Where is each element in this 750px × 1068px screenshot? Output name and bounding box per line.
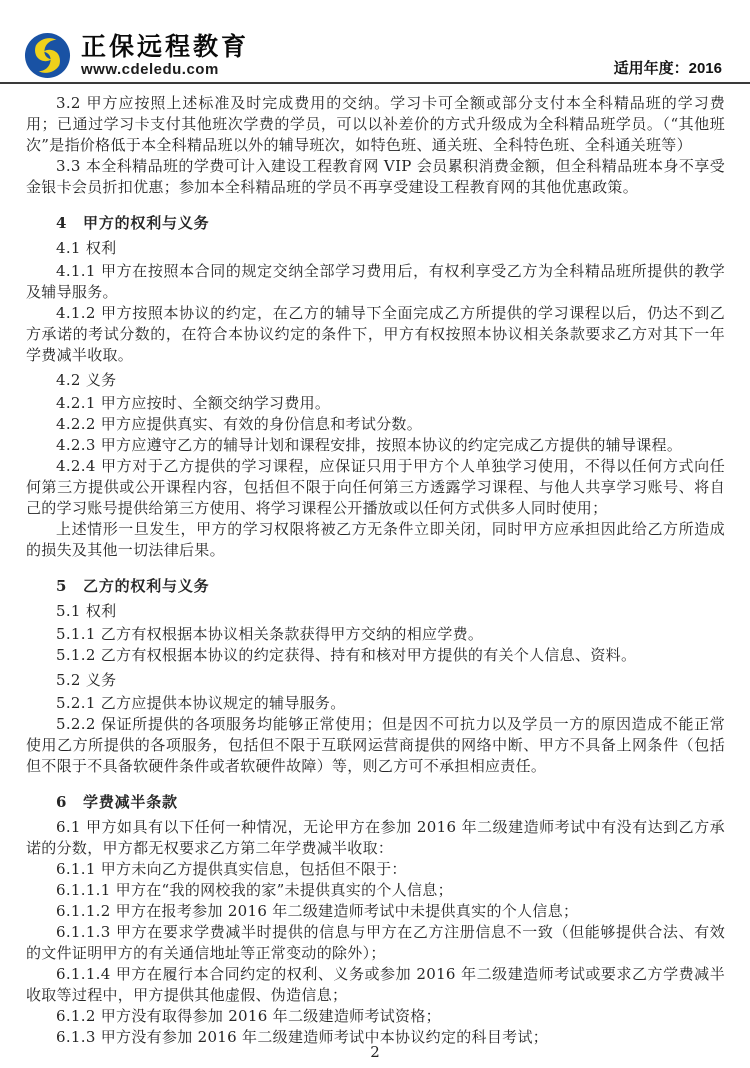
paragraph: 4.1.1 甲方在按照本合同的规定交纳全部学习费用后，有权利享受乙方为全科精品班所提供的教学及辅导服务。 — [26, 262, 725, 301]
brand-text — [81, 33, 249, 78]
paragraph: 4.2.4 甲方对于乙方提供的学习课程，应保证只用于甲方个人单独学习使用，不得以任何方式向任何第三方提供或公开课程内容，包括但不限于向任何第三方透露学习课程、与他人共享学习账号、将自己的学习账号提供给第三方使用、将学习课程公开播放或以任何方式供多人同时使用； — [26, 457, 725, 517]
paragraph: 6.1.1.3 甲方在要求学费减半时提供的信息与甲方在乙方注册信息不一致（但能够提供合法、有效的文件证明甲方的有关通信地址等正常变动的除外）； — [26, 923, 725, 962]
brand-swirl-logo-icon — [24, 32, 71, 79]
document-body — [0, 84, 750, 1048]
paragraph: 5.1.1 乙方有权根据本协议相关条款获得甲方交纳的相应学费。 — [56, 625, 484, 643]
paragraph: 5.1.2 乙方有权根据本协议的约定获得、持有和核对甲方提供的有关个人信息、资料。 — [56, 646, 637, 664]
section-heading: 4 甲方的权利与义务 — [56, 214, 210, 232]
brand-name: 正保远程教育 — [81, 33, 250, 61]
page-header — [0, 0, 750, 82]
page-footer — [0, 1042, 750, 1061]
section-heading: 5 乙方的权利与义务 — [56, 577, 210, 595]
section-heading: 6 学费减半条款 — [56, 793, 178, 811]
paragraph: 6.1 甲方如具有以下任何一种情况，无论甲方在参加 2016 年二级建造师考试中有没有达到乙方承诺的分数，甲方都无权要求乙方第二年学费减半收取： — [26, 818, 725, 857]
paragraph: 6.1.1.2 甲方在报考参加 2016 年二级建造师考试中未提供真实的个人信息； — [56, 902, 579, 920]
brand — [24, 32, 249, 79]
applicable-year-label: 适用年度：2016 — [613, 60, 722, 77]
paragraph: 4.1 权利 — [56, 239, 117, 257]
paragraph: 5.2 义务 — [56, 671, 117, 689]
paragraph: 上述情形一旦发生，甲方的学习权限将被乙方无条件立即关闭，同时甲方应承担因此给乙方所造成的损失及其他一切法律后果。 — [26, 520, 725, 559]
paragraph: 6.1.1.4 甲方在履行本合同约定的权利、义务或参加 2016 年二级建造师考试或要求乙方学费减半收取等过程中，甲方提供其他虚假、伪造信息； — [26, 965, 725, 1004]
paragraph: 4.2 义务 — [56, 371, 117, 389]
paragraph: 4.2.3 甲方应遵守乙方的辅导计划和课程安排，按照本协议的约定完成乙方提供的辅导课程。 — [56, 436, 683, 454]
paragraph: 4.1.2 甲方按照本协议的约定，在乙方的辅导下全面完成乙方所提供的学习课程以后，仍达不到乙方承诺的考试分数的，在符合本协议约定的条件下，甲方有权按照本协议相关条款要求乙方对其下一年学费减半收取。 — [26, 304, 725, 364]
paragraph: 3.2 甲方应按照上述标准及时完成费用的交纳。学习卡可全额或部分支付本全科精品班的学习费用；已通过学习卡支付其他班次学费的学员，可以以补差价的方式升级成为全科精品班学员。（“其他班次”是指价格低于本全科精品班以外的辅导班次，如特色班、通关班、全科特色班、全科通关班等） — [26, 94, 725, 154]
paragraph: 3.3 本全科精品班的学费可计入建设工程教育网 VIP 会员累积消费金额，但全科精品班本身不享受金银卡会员折扣优惠；参加本全科精品班的学员不再享受建设工程教育网的其他优惠政策。 — [26, 157, 725, 196]
brand-url: www.cdeledu.com — [81, 61, 219, 78]
paragraph: 6.1.3 甲方没有参加 2016 年二级建造师考试中本协议约定的科目考试； — [56, 1028, 549, 1046]
paragraph: 5.2.2 保证所提供的各项服务均能够正常使用；但是因不可抗力以及学员一方的原因造成不能正常使用乙方所提供的各项服务，包括但不限于互联网运营商提供的网络中断、甲方不具备上网条件（包括但不限于不具备软硬件条件或者软硬件故障）等，则乙方可不承担相应责任。 — [26, 715, 725, 775]
paragraph: 6.1.1 甲方未向乙方提供真实信息，包括但不限于： — [56, 860, 407, 878]
paragraph: 4.2.2 甲方应提供真实、有效的身份信息和考试分数。 — [56, 415, 423, 433]
paragraph: 6.1.1.1 甲方在“我的网校我的家”未提供真实的个人信息； — [56, 881, 453, 899]
paragraph: 6.1.2 甲方没有取得参加 2016 年二级建造师考试资格； — [56, 1007, 441, 1025]
page-number: 2 — [370, 1043, 380, 1061]
paragraph: 5.2.1 乙方应提供本协议规定的辅导服务。 — [56, 694, 346, 712]
paragraph: 4.2.1 甲方应按时、全额交纳学习费用。 — [56, 394, 331, 412]
paragraph: 5.1 权利 — [56, 602, 117, 620]
